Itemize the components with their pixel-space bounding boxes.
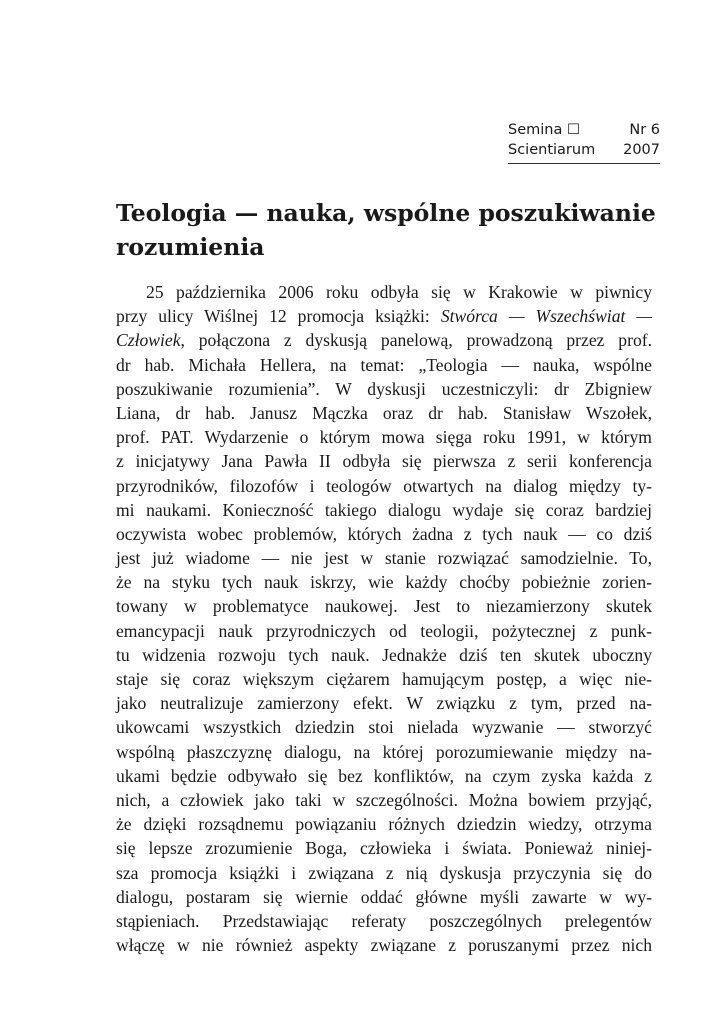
body-line: dr hab. Michała Hellera, na temat: „Teologia — nauka, wspólne [116,354,652,375]
body-line: wspólną płaszczyznę dialogu, na której porozumiewanie między na- [116,741,652,762]
book-title-cont: Człowiek [116,330,181,351]
body-line: staje się coraz większym ciężarem hamującym postęp, a więc nie- [116,669,652,689]
journal-header [508,120,660,160]
header-rule [508,163,660,164]
body-line: ukami będzie odbywało się bez konfliktów, na czym zyska każda z [116,765,652,786]
body-line: emancypacji nauk przyrodniczych od teologii, pożytecznej z punk- [116,620,652,641]
body-line: przyrodników, filozofów i teologów otwartych na dialog między ty- [116,475,652,496]
body-line: Liana, dr hab. Janusz Mączka oraz dr hab. Stanisław Wszołek, [116,402,652,423]
body-line: 25 października 2006 roku odbyła się w Krakowie w piwnicy [146,282,652,302]
journal-name-line2: Scientiarum [508,142,596,158]
body-line: dialogu, postaram się wiernie oddać główne myśli zawarte w wy- [116,886,652,907]
body-line: oczywista wobec problemów, których żadna z tych nauk — co dziś [116,523,652,544]
body-line: sza promocja książki i związana z nią dyskusja przyczynia się do [116,862,652,883]
body-line: poszukiwanie rozumienia”. W dyskusji uczestniczyli: dr Zbigniew [116,378,652,399]
body-line: z inicjatywy Jana Pawła II odbyła się pierwsza z serii konferencja [116,451,652,472]
body-line: włączę w nie również aspekty związane z poruszanymi przez nich [116,935,652,956]
article-body [116,280,652,957]
body-line: nich, a człowiek jako taki w szczególności. Można bowiem przyjąć, [116,789,652,810]
body-line: stąpieniach. Przedstawiając referaty poszczególnych prelegentów [116,910,652,931]
body-line: mi naukami. Konieczność takiego dialogu wydaje się coraz bardziej [116,499,652,520]
body-text: przy ulicy Wiślnej 12 promocja książki: [116,306,430,327]
issue-number: Nr 6 [629,122,660,138]
body-text: , połączona z dyskusją panelową, prowadzoną przez prof. [180,330,652,351]
body-line: że na styku tych nauk iskrzy, wie każdy choćby pobieżnie zorien- [116,572,652,593]
book-title: Stwórca — Wszechświat — [440,306,653,327]
body-line: tu widzenia rozwoju tych nauk. Jednakże dziś ten skutek uboczny [116,644,652,665]
journal-name-line1: Semina ☐ [508,122,580,138]
body-line: się lepsze zrozumienie Boga, człowieka i świata. Ponieważ niniej- [116,838,652,859]
issue-year: 2007 [623,142,660,158]
body-line: ukowcami wszystkich dziedzin stoi nielada wyzwanie — stworzyć [116,717,652,738]
body-line: jest już wiadome — nie jest w stanie rozwiązać samodzielnie. To, [116,548,652,569]
body-line: że dzięki rozsądnemu powiązaniu różnych dziedzin wiedzy, otrzyma [116,814,652,835]
body-line: towany w problematyce naukowej. Jest to niezamierzony skutek [116,596,652,617]
body-line [116,304,652,328]
body-line [116,328,652,352]
body-line: prof. PAT. Wydarzenie o którym mowa sięga roku 1991, w którym [116,427,652,448]
body-line: jako neutralizuje zamierzony efekt. W związku z tym, przed na- [116,693,652,714]
title-line-2: rozumienia [116,233,265,261]
article-title [116,196,676,264]
title-line-1: Teologia — nauka, wspólne poszukiwanie [116,199,656,227]
